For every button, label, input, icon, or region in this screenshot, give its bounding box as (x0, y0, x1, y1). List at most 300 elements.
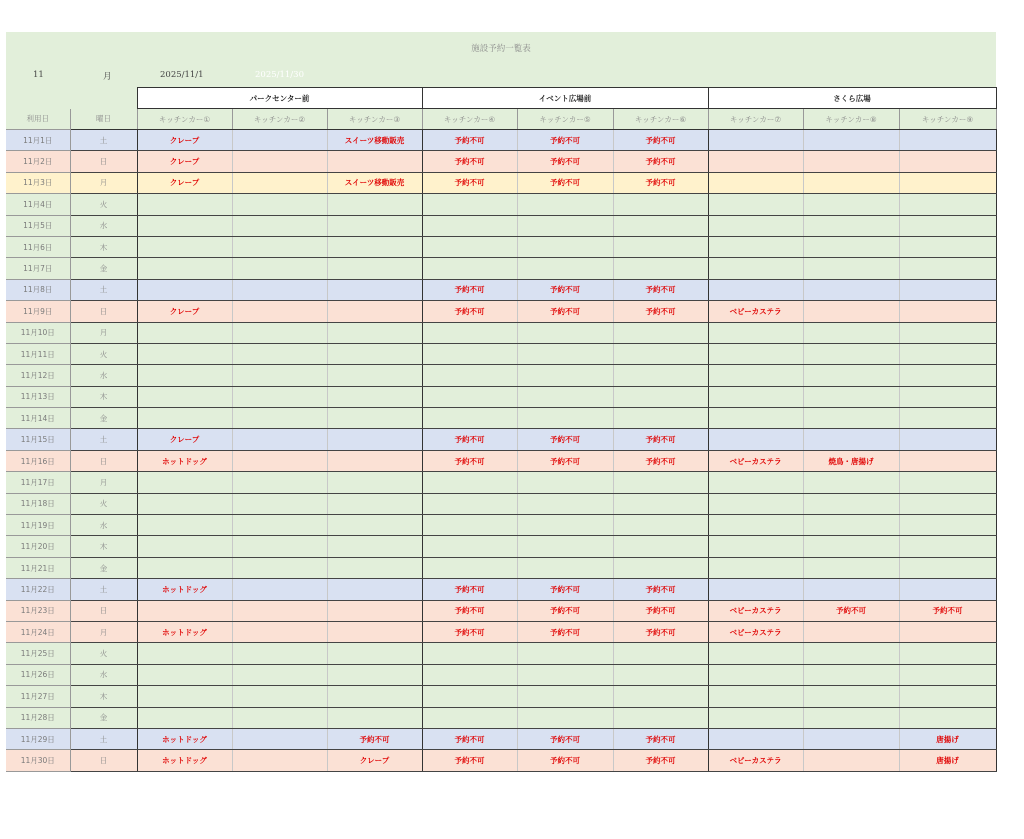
weekday-cell[interactable]: 木 (70, 236, 137, 257)
weekday-cell[interactable]: 月 (70, 472, 137, 493)
weekday-cell[interactable]: 木 (70, 536, 137, 557)
reservation-cell-car-4[interactable]: 予約不可 (422, 750, 517, 771)
reservation-cell-car-3[interactable] (327, 429, 422, 450)
reservation-cell-car-3[interactable] (327, 686, 422, 707)
reservation-cell-car-3[interactable]: スイーツ移動販売 (327, 172, 422, 193)
reservation-cell-car-4[interactable]: 予約不可 (422, 450, 517, 471)
reservation-cell-car-8[interactable] (803, 386, 899, 407)
reservation-cell-car-8[interactable] (803, 258, 899, 279)
weekday-cell[interactable]: 水 (70, 664, 137, 685)
weekday-cell[interactable]: 日 (70, 750, 137, 771)
reservation-cell-car-8[interactable]: 予約不可 (803, 600, 899, 621)
reservation-cell-car-5[interactable]: 予約不可 (517, 450, 613, 471)
reservation-cell-car-2[interactable] (232, 707, 327, 728)
reservation-cell-car-8[interactable] (803, 215, 899, 236)
reservation-cell-car-8[interactable] (803, 579, 899, 600)
reservation-cell-car-9[interactable] (899, 343, 996, 364)
reservation-cell-car-3[interactable] (327, 707, 422, 728)
reservation-cell-car-3[interactable] (327, 343, 422, 364)
reservation-cell-car-6[interactable] (613, 515, 708, 536)
reservation-cell-car-4[interactable] (422, 386, 517, 407)
reservation-cell-car-5[interactable] (517, 258, 613, 279)
reservation-cell-car-9[interactable] (899, 493, 996, 514)
date-cell[interactable]: 11月26日 (6, 664, 70, 685)
reservation-cell-car-6[interactable]: 予約不可 (613, 172, 708, 193)
reservation-cell-car-9[interactable] (899, 450, 996, 471)
reservation-cell-car-9[interactable] (899, 236, 996, 257)
reservation-cell-car-4[interactable] (422, 194, 517, 215)
weekday-cell[interactable]: 月 (70, 172, 137, 193)
reservation-cell-car-4[interactable]: 予約不可 (422, 301, 517, 322)
reservation-cell-car-1[interactable] (137, 643, 232, 664)
reservation-cell-car-8[interactable] (803, 707, 899, 728)
weekday-cell[interactable]: 月 (70, 621, 137, 642)
reservation-cell-car-5[interactable] (517, 386, 613, 407)
reservation-cell-car-3[interactable] (327, 279, 422, 300)
reservation-cell-car-9[interactable]: 唐揚げ (899, 728, 996, 749)
reservation-cell-car-1[interactable] (137, 386, 232, 407)
weekday-cell[interactable]: 日 (70, 301, 137, 322)
date-cell[interactable]: 11月3日 (6, 172, 70, 193)
reservation-cell-car-5[interactable] (517, 408, 613, 429)
reservation-cell-car-2[interactable] (232, 215, 327, 236)
reservation-cell-car-2[interactable] (232, 557, 327, 578)
reservation-cell-car-5[interactable] (517, 472, 613, 493)
weekday-cell[interactable]: 金 (70, 557, 137, 578)
reservation-cell-car-6[interactable]: 予約不可 (613, 621, 708, 642)
reservation-cell-car-1[interactable] (137, 515, 232, 536)
reservation-cell-car-6[interactable] (613, 664, 708, 685)
reservation-cell-car-7[interactable] (708, 686, 803, 707)
reservation-cell-car-9[interactable]: 予約不可 (899, 600, 996, 621)
reservation-cell-car-2[interactable] (232, 279, 327, 300)
reservation-cell-car-7[interactable] (708, 579, 803, 600)
reservation-cell-car-8[interactable] (803, 301, 899, 322)
date-cell[interactable]: 11月29日 (6, 728, 70, 749)
start-date[interactable]: 2025/11/1 (160, 70, 204, 80)
weekday-cell[interactable]: 水 (70, 365, 137, 386)
date-cell[interactable]: 11月4日 (6, 194, 70, 215)
reservation-cell-car-7[interactable] (708, 215, 803, 236)
reservation-cell-car-4[interactable] (422, 493, 517, 514)
reservation-cell-car-2[interactable] (232, 194, 327, 215)
reservation-cell-car-5[interactable] (517, 493, 613, 514)
reservation-cell-car-4[interactable]: 予約不可 (422, 621, 517, 642)
weekday-cell[interactable]: 金 (70, 408, 137, 429)
reservation-cell-car-7[interactable] (708, 151, 803, 172)
date-cell[interactable]: 11月1日 (6, 130, 70, 151)
date-cell[interactable]: 11月2日 (6, 151, 70, 172)
reservation-cell-car-5[interactable]: 予約不可 (517, 750, 613, 771)
reservation-cell-car-8[interactable] (803, 408, 899, 429)
reservation-cell-car-9[interactable] (899, 408, 996, 429)
reservation-cell-car-5[interactable]: 予約不可 (517, 172, 613, 193)
reservation-cell-car-7[interactable] (708, 130, 803, 151)
reservation-cell-car-3[interactable] (327, 151, 422, 172)
reservation-cell-car-5[interactable]: 予約不可 (517, 579, 613, 600)
date-cell[interactable]: 11月8日 (6, 279, 70, 300)
reservation-cell-car-7[interactable] (708, 707, 803, 728)
reservation-cell-car-8[interactable] (803, 664, 899, 685)
reservation-cell-car-6[interactable]: 予約不可 (613, 450, 708, 471)
date-cell[interactable]: 11月27日 (6, 686, 70, 707)
reservation-cell-car-9[interactable]: 唐揚げ (899, 750, 996, 771)
reservation-cell-car-9[interactable] (899, 130, 996, 151)
reservation-cell-car-8[interactable] (803, 343, 899, 364)
reservation-cell-car-4[interactable] (422, 215, 517, 236)
reservation-cell-car-9[interactable] (899, 664, 996, 685)
reservation-cell-car-8[interactable] (803, 643, 899, 664)
reservation-cell-car-7[interactable] (708, 643, 803, 664)
reservation-cell-car-4[interactable] (422, 236, 517, 257)
reservation-cell-car-7[interactable] (708, 365, 803, 386)
date-cell[interactable]: 11月9日 (6, 301, 70, 322)
reservation-cell-car-3[interactable] (327, 236, 422, 257)
reservation-cell-car-1[interactable] (137, 707, 232, 728)
reservation-cell-car-7[interactable] (708, 664, 803, 685)
reservation-cell-car-9[interactable] (899, 621, 996, 642)
weekday-cell[interactable]: 日 (70, 450, 137, 471)
reservation-cell-car-2[interactable] (232, 343, 327, 364)
weekday-cell[interactable]: 火 (70, 194, 137, 215)
reservation-cell-car-4[interactable] (422, 707, 517, 728)
date-cell[interactable]: 11月22日 (6, 579, 70, 600)
reservation-cell-car-1[interactable] (137, 279, 232, 300)
reservation-cell-car-4[interactable] (422, 258, 517, 279)
reservation-cell-car-1[interactable]: クレープ (137, 151, 232, 172)
reservation-cell-car-7[interactable] (708, 386, 803, 407)
reservation-cell-car-2[interactable] (232, 151, 327, 172)
reservation-cell-car-8[interactable] (803, 151, 899, 172)
reservation-cell-car-4[interactable] (422, 322, 517, 343)
reservation-cell-car-4[interactable] (422, 365, 517, 386)
reservation-cell-car-3[interactable] (327, 643, 422, 664)
reservation-cell-car-5[interactable]: 予約不可 (517, 621, 613, 642)
reservation-cell-car-3[interactable]: クレープ (327, 750, 422, 771)
reservation-cell-car-2[interactable] (232, 130, 327, 151)
reservation-cell-car-4[interactable] (422, 536, 517, 557)
reservation-cell-car-4[interactable] (422, 643, 517, 664)
reservation-cell-car-9[interactable] (899, 515, 996, 536)
reservation-cell-car-2[interactable] (232, 750, 327, 771)
reservation-cell-car-6[interactable] (613, 258, 708, 279)
reservation-cell-car-6[interactable] (613, 386, 708, 407)
reservation-cell-car-8[interactable] (803, 130, 899, 151)
date-cell[interactable]: 11月10日 (6, 322, 70, 343)
reservation-cell-car-7[interactable]: ベビーカステラ (708, 621, 803, 642)
reservation-cell-car-2[interactable] (232, 621, 327, 642)
reservation-cell-car-7[interactable] (708, 194, 803, 215)
reservation-cell-car-6[interactable]: 予約不可 (613, 429, 708, 450)
reservation-cell-car-3[interactable] (327, 472, 422, 493)
reservation-cell-car-2[interactable] (232, 686, 327, 707)
reservation-cell-car-6[interactable] (613, 493, 708, 514)
reservation-cell-car-6[interactable] (613, 322, 708, 343)
reservation-cell-car-6[interactable] (613, 236, 708, 257)
reservation-cell-car-3[interactable] (327, 301, 422, 322)
reservation-cell-car-1[interactable] (137, 472, 232, 493)
date-cell[interactable]: 11月12日 (6, 365, 70, 386)
reservation-cell-car-3[interactable] (327, 194, 422, 215)
reservation-cell-car-9[interactable] (899, 643, 996, 664)
reservation-cell-car-3[interactable] (327, 450, 422, 471)
weekday-cell[interactable]: 土 (70, 130, 137, 151)
reservation-cell-car-5[interactable] (517, 643, 613, 664)
reservation-cell-car-5[interactable]: 予約不可 (517, 151, 613, 172)
reservation-cell-car-9[interactable] (899, 429, 996, 450)
reservation-cell-car-2[interactable] (232, 386, 327, 407)
reservation-cell-car-1[interactable] (137, 194, 232, 215)
month-number[interactable]: 11 (33, 70, 44, 80)
reservation-cell-car-7[interactable]: ベビーカステラ (708, 750, 803, 771)
reservation-cell-car-5[interactable]: 予約不可 (517, 301, 613, 322)
reservation-cell-car-3[interactable] (327, 515, 422, 536)
reservation-cell-car-1[interactable] (137, 215, 232, 236)
reservation-cell-car-4[interactable]: 予約不可 (422, 172, 517, 193)
reservation-cell-car-8[interactable] (803, 728, 899, 749)
reservation-cell-car-2[interactable] (232, 172, 327, 193)
reservation-cell-car-2[interactable] (232, 429, 327, 450)
reservation-cell-car-7[interactable]: ベビーカステラ (708, 450, 803, 471)
reservation-cell-car-2[interactable] (232, 365, 327, 386)
reservation-cell-car-9[interactable] (899, 386, 996, 407)
weekday-cell[interactable]: 金 (70, 258, 137, 279)
reservation-cell-car-4[interactable] (422, 408, 517, 429)
reservation-cell-car-8[interactable] (803, 322, 899, 343)
reservation-cell-car-1[interactable] (137, 493, 232, 514)
date-cell[interactable]: 11月7日 (6, 258, 70, 279)
reservation-cell-car-2[interactable] (232, 236, 327, 257)
reservation-cell-car-6[interactable] (613, 408, 708, 429)
reservation-cell-car-8[interactable] (803, 621, 899, 642)
reservation-cell-car-6[interactable] (613, 557, 708, 578)
reservation-cell-car-3[interactable] (327, 536, 422, 557)
reservation-cell-car-1[interactable]: クレープ (137, 301, 232, 322)
reservation-cell-car-8[interactable] (803, 172, 899, 193)
reservation-cell-car-2[interactable] (232, 643, 327, 664)
reservation-cell-car-8[interactable] (803, 493, 899, 514)
weekday-cell[interactable]: 金 (70, 707, 137, 728)
weekday-cell[interactable]: 火 (70, 493, 137, 514)
reservation-cell-car-6[interactable]: 予約不可 (613, 579, 708, 600)
reservation-cell-car-1[interactable] (137, 536, 232, 557)
reservation-cell-car-3[interactable] (327, 408, 422, 429)
reservation-cell-car-2[interactable] (232, 515, 327, 536)
reservation-cell-car-2[interactable] (232, 472, 327, 493)
reservation-cell-car-5[interactable] (517, 557, 613, 578)
weekday-cell[interactable]: 土 (70, 579, 137, 600)
reservation-cell-car-7[interactable]: ベビーカステラ (708, 600, 803, 621)
reservation-cell-car-7[interactable] (708, 279, 803, 300)
date-cell[interactable]: 11月25日 (6, 643, 70, 664)
reservation-cell-car-3[interactable] (327, 493, 422, 514)
reservation-cell-car-6[interactable] (613, 365, 708, 386)
reservation-cell-car-2[interactable] (232, 600, 327, 621)
reservation-cell-car-9[interactable] (899, 322, 996, 343)
date-cell[interactable]: 11月24日 (6, 621, 70, 642)
reservation-cell-car-7[interactable] (708, 515, 803, 536)
reservation-cell-car-9[interactable] (899, 172, 996, 193)
reservation-cell-car-5[interactable] (517, 236, 613, 257)
reservation-cell-car-7[interactable] (708, 472, 803, 493)
reservation-cell-car-1[interactable] (137, 343, 232, 364)
weekday-cell[interactable]: 土 (70, 279, 137, 300)
reservation-cell-car-9[interactable] (899, 686, 996, 707)
reservation-cell-car-8[interactable] (803, 429, 899, 450)
reservation-cell-car-2[interactable] (232, 301, 327, 322)
weekday-cell[interactable]: 水 (70, 215, 137, 236)
reservation-cell-car-6[interactable]: 予約不可 (613, 750, 708, 771)
reservation-cell-car-5[interactable]: 予約不可 (517, 429, 613, 450)
date-cell[interactable]: 11月5日 (6, 215, 70, 236)
date-cell[interactable]: 11月18日 (6, 493, 70, 514)
date-cell[interactable]: 11月21日 (6, 557, 70, 578)
reservation-cell-car-5[interactable] (517, 515, 613, 536)
reservation-cell-car-5[interactable] (517, 215, 613, 236)
reservation-cell-car-8[interactable] (803, 686, 899, 707)
reservation-cell-car-6[interactable]: 予約不可 (613, 600, 708, 621)
date-cell[interactable]: 11月14日 (6, 408, 70, 429)
weekday-cell[interactable]: 火 (70, 343, 137, 364)
reservation-cell-car-9[interactable] (899, 151, 996, 172)
reservation-cell-car-6[interactable]: 予約不可 (613, 728, 708, 749)
weekday-cell[interactable]: 土 (70, 429, 137, 450)
reservation-cell-car-9[interactable] (899, 365, 996, 386)
reservation-cell-car-2[interactable] (232, 728, 327, 749)
reservation-cell-car-3[interactable] (327, 579, 422, 600)
reservation-cell-car-9[interactable] (899, 215, 996, 236)
reservation-cell-car-4[interactable] (422, 472, 517, 493)
reservation-cell-car-3[interactable] (327, 215, 422, 236)
reservation-cell-car-6[interactable]: 予約不可 (613, 279, 708, 300)
reservation-cell-car-1[interactable]: ホットドッグ (137, 728, 232, 749)
reservation-cell-car-3[interactable] (327, 557, 422, 578)
reservation-cell-car-2[interactable] (232, 408, 327, 429)
reservation-cell-car-4[interactable]: 予約不可 (422, 728, 517, 749)
weekday-cell[interactable]: 火 (70, 643, 137, 664)
reservation-cell-car-9[interactable] (899, 707, 996, 728)
reservation-cell-car-7[interactable] (708, 343, 803, 364)
reservation-cell-car-1[interactable]: クレープ (137, 172, 232, 193)
reservation-cell-car-5[interactable] (517, 536, 613, 557)
reservation-cell-car-8[interactable] (803, 472, 899, 493)
reservation-cell-car-3[interactable] (327, 322, 422, 343)
reservation-cell-car-3[interactable] (327, 600, 422, 621)
reservation-cell-car-5[interactable] (517, 686, 613, 707)
reservation-cell-car-1[interactable] (137, 686, 232, 707)
reservation-cell-car-1[interactable] (137, 408, 232, 429)
reservation-cell-car-9[interactable] (899, 579, 996, 600)
reservation-cell-car-6[interactable]: 予約不可 (613, 130, 708, 151)
reservation-cell-car-7[interactable] (708, 557, 803, 578)
reservation-cell-car-7[interactable] (708, 322, 803, 343)
reservation-cell-car-2[interactable] (232, 536, 327, 557)
reservation-cell-car-5[interactable] (517, 322, 613, 343)
reservation-cell-car-8[interactable] (803, 515, 899, 536)
reservation-cell-car-4[interactable] (422, 515, 517, 536)
date-cell[interactable]: 11月13日 (6, 386, 70, 407)
reservation-cell-car-9[interactable] (899, 557, 996, 578)
reservation-cell-car-9[interactable] (899, 536, 996, 557)
reservation-cell-car-5[interactable] (517, 707, 613, 728)
weekday-cell[interactable]: 木 (70, 386, 137, 407)
reservation-cell-car-9[interactable] (899, 279, 996, 300)
date-cell[interactable]: 11月15日 (6, 429, 70, 450)
reservation-cell-car-2[interactable] (232, 664, 327, 685)
reservation-cell-car-1[interactable]: ホットドッグ (137, 621, 232, 642)
reservation-cell-car-6[interactable] (613, 536, 708, 557)
reservation-cell-car-4[interactable]: 予約不可 (422, 600, 517, 621)
reservation-cell-car-5[interactable]: 予約不可 (517, 130, 613, 151)
reservation-cell-car-7[interactable] (708, 536, 803, 557)
reservation-cell-car-9[interactable] (899, 258, 996, 279)
date-cell[interactable]: 11月16日 (6, 450, 70, 471)
reservation-cell-car-1[interactable]: クレープ (137, 130, 232, 151)
reservation-cell-car-5[interactable] (517, 194, 613, 215)
reservation-cell-car-7[interactable] (708, 493, 803, 514)
reservation-cell-car-7[interactable] (708, 258, 803, 279)
reservation-cell-car-3[interactable] (327, 258, 422, 279)
reservation-cell-car-8[interactable] (803, 536, 899, 557)
reservation-cell-car-2[interactable] (232, 579, 327, 600)
reservation-cell-car-8[interactable] (803, 279, 899, 300)
reservation-cell-car-6[interactable] (613, 643, 708, 664)
weekday-cell[interactable]: 土 (70, 728, 137, 749)
reservation-cell-car-4[interactable]: 予約不可 (422, 130, 517, 151)
reservation-cell-car-7[interactable] (708, 408, 803, 429)
reservation-cell-car-8[interactable]: 焼鳥・唐揚げ (803, 450, 899, 471)
reservation-cell-car-1[interactable] (137, 322, 232, 343)
reservation-cell-car-7[interactable] (708, 172, 803, 193)
reservation-cell-car-6[interactable] (613, 472, 708, 493)
reservation-cell-car-5[interactable] (517, 343, 613, 364)
reservation-cell-car-5[interactable]: 予約不可 (517, 279, 613, 300)
reservation-cell-car-6[interactable] (613, 707, 708, 728)
reservation-cell-car-6[interactable] (613, 215, 708, 236)
reservation-cell-car-1[interactable] (137, 664, 232, 685)
reservation-cell-car-4[interactable] (422, 557, 517, 578)
date-cell[interactable]: 11月23日 (6, 600, 70, 621)
date-cell[interactable]: 11月19日 (6, 515, 70, 536)
weekday-cell[interactable]: 日 (70, 151, 137, 172)
weekday-cell[interactable]: 水 (70, 515, 137, 536)
reservation-cell-car-4[interactable]: 予約不可 (422, 579, 517, 600)
reservation-cell-car-2[interactable] (232, 258, 327, 279)
reservation-cell-car-5[interactable] (517, 664, 613, 685)
reservation-cell-car-2[interactable] (232, 450, 327, 471)
weekday-cell[interactable]: 日 (70, 600, 137, 621)
reservation-cell-car-6[interactable] (613, 686, 708, 707)
reservation-cell-car-8[interactable] (803, 194, 899, 215)
reservation-cell-car-8[interactable] (803, 557, 899, 578)
reservation-cell-car-2[interactable] (232, 322, 327, 343)
reservation-cell-car-1[interactable]: ホットドッグ (137, 750, 232, 771)
reservation-cell-car-6[interactable] (613, 194, 708, 215)
reservation-cell-car-4[interactable]: 予約不可 (422, 429, 517, 450)
date-cell[interactable]: 11月28日 (6, 707, 70, 728)
reservation-cell-car-1[interactable] (137, 236, 232, 257)
reservation-cell-car-2[interactable] (232, 493, 327, 514)
reservation-cell-car-4[interactable] (422, 664, 517, 685)
weekday-cell[interactable]: 月 (70, 322, 137, 343)
reservation-cell-car-8[interactable] (803, 236, 899, 257)
reservation-cell-car-3[interactable] (327, 365, 422, 386)
reservation-cell-car-9[interactable] (899, 301, 996, 322)
weekday-cell[interactable]: 木 (70, 686, 137, 707)
reservation-cell-car-8[interactable] (803, 365, 899, 386)
reservation-cell-car-3[interactable] (327, 664, 422, 685)
reservation-cell-car-4[interactable]: 予約不可 (422, 151, 517, 172)
